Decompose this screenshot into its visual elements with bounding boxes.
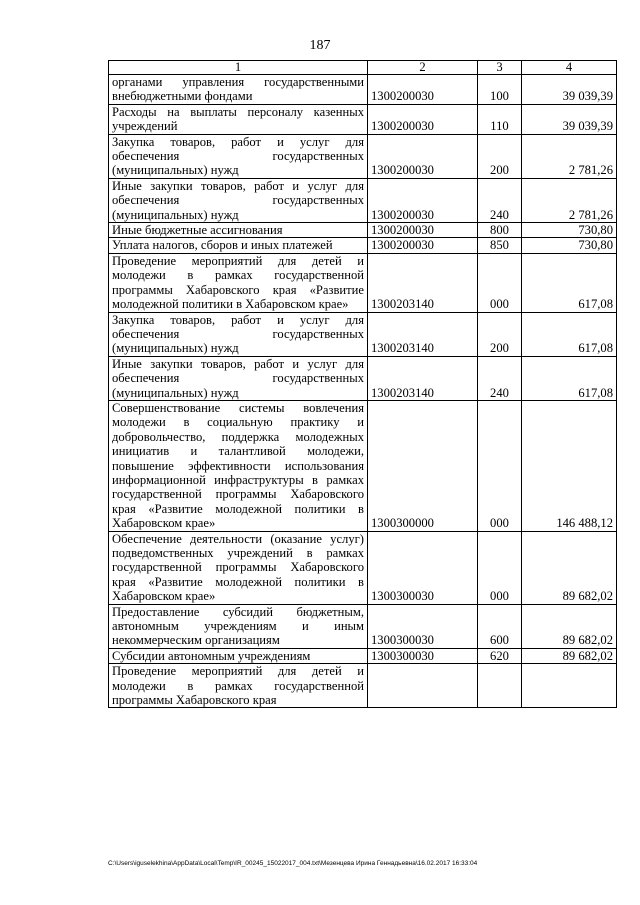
- row-type: 100: [478, 75, 522, 105]
- row-code: 1300300030: [368, 648, 478, 663]
- table-row: [109, 238, 617, 253]
- row-amount: 617,08: [522, 356, 617, 400]
- row-amount: 617,08: [522, 253, 617, 312]
- row-code: 1300300030: [368, 531, 478, 604]
- table-row: [109, 253, 617, 312]
- row-type: 240: [478, 178, 522, 222]
- row-name: Уплата налогов, сборов и иных платежей: [109, 238, 368, 253]
- row-amount: 39 039,39: [522, 104, 617, 134]
- row-name: Совершенствование системы вовлечения молодежи в социальную практику и добровольчество, поддержка молодежных инициатив и талантливой молодежи, повышение эффективности использования информационной инфраструктуры в рамках государственной программы Хабаровского края «Развитие молодежной политики в Хабаровском крае»: [109, 400, 368, 531]
- table-row: [109, 104, 617, 134]
- row-name: Субсидии автономным учреждениям: [109, 648, 368, 663]
- row-name: Иные бюджетные ассигнования: [109, 223, 368, 238]
- row-amount: 2 781,26: [522, 178, 617, 222]
- document-path-footer: C:\Users\iguselekhina\AppData\Local\Temp\IR_00245_15022017_004.txt\Мезенцева Ирина Геннадьевна\16.02.2017 16:33:04: [108, 860, 478, 867]
- row-amount: 39 039,39: [522, 75, 617, 105]
- row-code: 1300203140: [368, 312, 478, 356]
- row-code: 1300200030: [368, 238, 478, 253]
- row-type: [478, 664, 522, 708]
- row-type: 850: [478, 238, 522, 253]
- row-code: 1300300000: [368, 400, 478, 531]
- row-type: 000: [478, 253, 522, 312]
- budget-table: [108, 60, 617, 708]
- row-type: 000: [478, 400, 522, 531]
- table-row: [109, 134, 617, 178]
- row-code: 1300200030: [368, 104, 478, 134]
- row-amount: 730,80: [522, 223, 617, 238]
- row-amount: 730,80: [522, 238, 617, 253]
- row-amount: 2 781,26: [522, 134, 617, 178]
- row-code: 1300203140: [368, 253, 478, 312]
- table-row: [109, 312, 617, 356]
- row-code: 1300300030: [368, 604, 478, 648]
- row-code: 1300200030: [368, 178, 478, 222]
- row-code: 1300200030: [368, 134, 478, 178]
- row-name: Расходы на выплаты персоналу казенных учреждений: [109, 104, 368, 134]
- row-code: 1300200030: [368, 223, 478, 238]
- page-number: 187: [309, 38, 331, 53]
- table-row: [109, 75, 617, 105]
- row-name: Обеспечение деятельности (оказание услуг) подведомственных учреждений в рамках государственной программы Хабаровского края «Развитие молодежной политики в Хабаровском крае»: [109, 531, 368, 604]
- row-amount: 89 682,02: [522, 648, 617, 663]
- row-code: 1300200030: [368, 75, 478, 105]
- table-row: [109, 531, 617, 604]
- row-amount: 617,08: [522, 312, 617, 356]
- row-amount: 89 682,02: [522, 531, 617, 604]
- table-row: [109, 178, 617, 222]
- table-row: [109, 604, 617, 648]
- row-type: 600: [478, 604, 522, 648]
- row-name: Закупка товаров, работ и услуг для обеспечения государственных (муниципальных) нужд: [109, 312, 368, 356]
- row-type: 620: [478, 648, 522, 663]
- row-type: 200: [478, 134, 522, 178]
- header-cell-3: 3: [478, 61, 522, 75]
- row-amount: 146 488,12: [522, 400, 617, 531]
- row-name: Закупка товаров, работ и услуг для обеспечения государственных (муниципальных) нужд: [109, 134, 368, 178]
- table-row: [109, 648, 617, 663]
- row-type: 800: [478, 223, 522, 238]
- row-name: Проведение мероприятий для детей и молодежи в рамках государственной программы Хабаровского края «Развитие молодежной политики в Хабаровском крае»: [109, 253, 368, 312]
- table-row: [109, 356, 617, 400]
- row-type: 200: [478, 312, 522, 356]
- row-code: [368, 664, 478, 708]
- row-amount: [522, 664, 617, 708]
- header-cell-2: 2: [368, 61, 478, 75]
- row-name: Иные закупки товаров, работ и услуг для обеспечения государственных (муниципальных) нужд: [109, 178, 368, 222]
- table-row: [109, 223, 617, 238]
- header-cell-4: 4: [522, 61, 617, 75]
- row-amount: 89 682,02: [522, 604, 617, 648]
- row-name: органами управления государственными внебюджетными фондами: [109, 75, 368, 105]
- row-type: 000: [478, 531, 522, 604]
- table-row: [109, 664, 617, 708]
- row-type: 110: [478, 104, 522, 134]
- row-code: 1300203140: [368, 356, 478, 400]
- table-row: [109, 400, 617, 531]
- header-cell-1: 1: [109, 61, 368, 75]
- table-header-row: [109, 61, 617, 75]
- row-name: Предоставление субсидий бюджетным, автономным учреждениям и иным некоммерческим организациям: [109, 604, 368, 648]
- row-name: Проведение мероприятий для детей и молодежи в рамках государственной программы Хабаровского края: [109, 664, 368, 708]
- row-type: 240: [478, 356, 522, 400]
- row-name: Иные закупки товаров, работ и услуг для обеспечения государственных (муниципальных) нужд: [109, 356, 368, 400]
